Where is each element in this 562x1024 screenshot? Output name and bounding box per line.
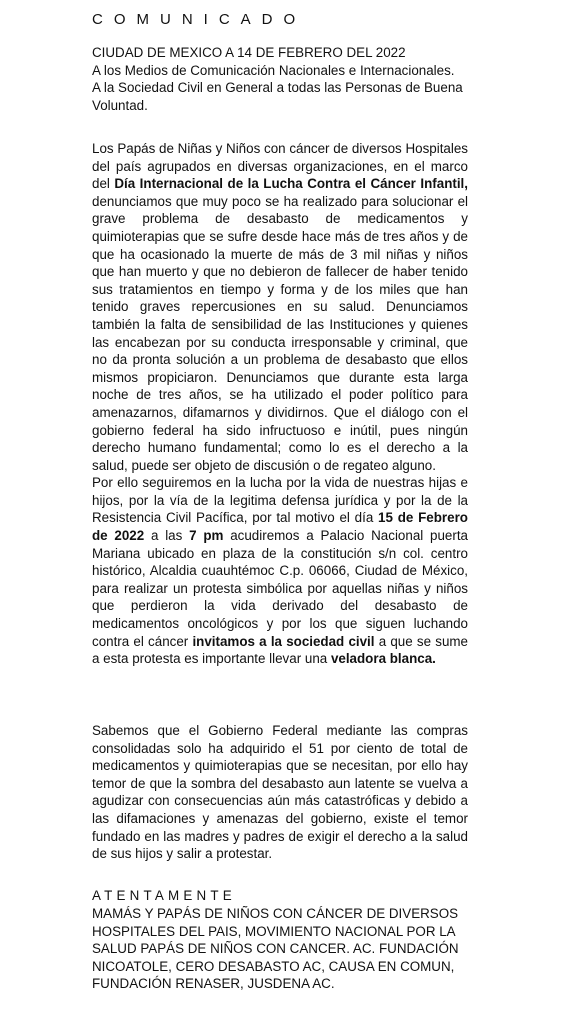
- addressee-media: A los Medios de Comunicación Nacionales e Internacionales.: [92, 62, 455, 78]
- paragraph-convocatoria: Por ello seguiremos en la lucha por la vida de nuestras hijas e hijos, por la vía de la legitima defensa jurídica y por la de la Resistencia Civil Pacífica, por tal motivo el día 15 de Febrero de 2022 a las 7 pm acudiremos a Palacio Nacional puerta Mariana ubicado en plaza de la constitución s/n col. centro histórico, Alcaldia cuauhtémoc C.p. 06066, Ciudad de México, para realizar un protesta simbólica por aquellas niñas y niños que perdieron la vida derivado del desabasto de medicamentos oncológicos y por los que siguen luchando contra el cáncer invitamos a la sociedad civil a que se sume a esta protesta es importante llevar una veladora blanca.: [92, 475, 468, 667]
- document-title: COMUNICADO: [92, 11, 307, 28]
- signatories: MAMÁS Y PAPÁS DE NIÑOS CON CÁNCER DE DIVERSOS HOSPITALES DEL PAIS, MOVIMIENTO NACIONAL POR LA SALUD PAPÁS DE NIÑOS CON CANCER. AC. FUNDACIÓN NICOATOLE, CERO DESABASTO AC, CAUSA EN COMUN, FUNDACIÓN RENASER, JUSDENA AC.: [92, 906, 459, 992]
- paragraph-denuncia: Los Papás de Niñas y Niños con cáncer de diversos Hospitales del país agrupados en diversas organizaciones, en el marco del Día Internacional de la Lucha Contra el Cáncer Infantil, denunciamos que muy poco se ha realizado para solucionar el grave problema de desabasto de medicamentos y quimioterapias que se sufre desde hace más de tres años y de que ha ocasionado la muerte de más de 3 mil niñas y niños que han muerto y que no debieron de fallecer de haber tenido sus tratamientos en tiempo y forma y de los miles que han tenido graves repercusiones en su salud. Denunciamos también la falta de sensibilidad de las Instituciones y quienes las encabezan por su conducta irresponsable y criminal, que no da pronta solución a un problema de desabasto que ellos mismos propiciaron. Denunciamos que durante esta larga noche de tres años, se ha utilizado el poder político para amenazarnos, difamarnos y dividirnos. Que el diálogo con el gobierno federal ha sido infructuoso e inútil, pues ningún derecho humano fundamental; como lo es el derecho a la salud, puede ser objeto de discusión o de regateo alguno.: [92, 141, 468, 473]
- header-block: [92, 44, 468, 114]
- paragraph-compras: Sabemos que el Gobierno Federal mediante las compras consolidadas solo ha adquirido el 51 por ciento de total de medicamentos y quimioterapias que se necesitan, por ello hay temor de que la sombra del desabasto aun latente se vuelva a agudizar con consecuencias aún más catastróficas y debido a las difamaciones y amenazas del gobierno, existe el temor fundado en las madres y padres de exigir el derecho a la salud de sus hijos y salir a protestar.: [92, 723, 468, 862]
- addressee-civil-society: A la Sociedad Civil en General a todas las Personas de Buena Voluntad.: [92, 80, 463, 113]
- closing-atentamente: ATENTAMENTE: [92, 888, 236, 903]
- date-line: CIUDAD DE MEXICO A 14 DE FEBRERO DEL 2022: [92, 45, 406, 60]
- body-paragraphs: [92, 140, 468, 668]
